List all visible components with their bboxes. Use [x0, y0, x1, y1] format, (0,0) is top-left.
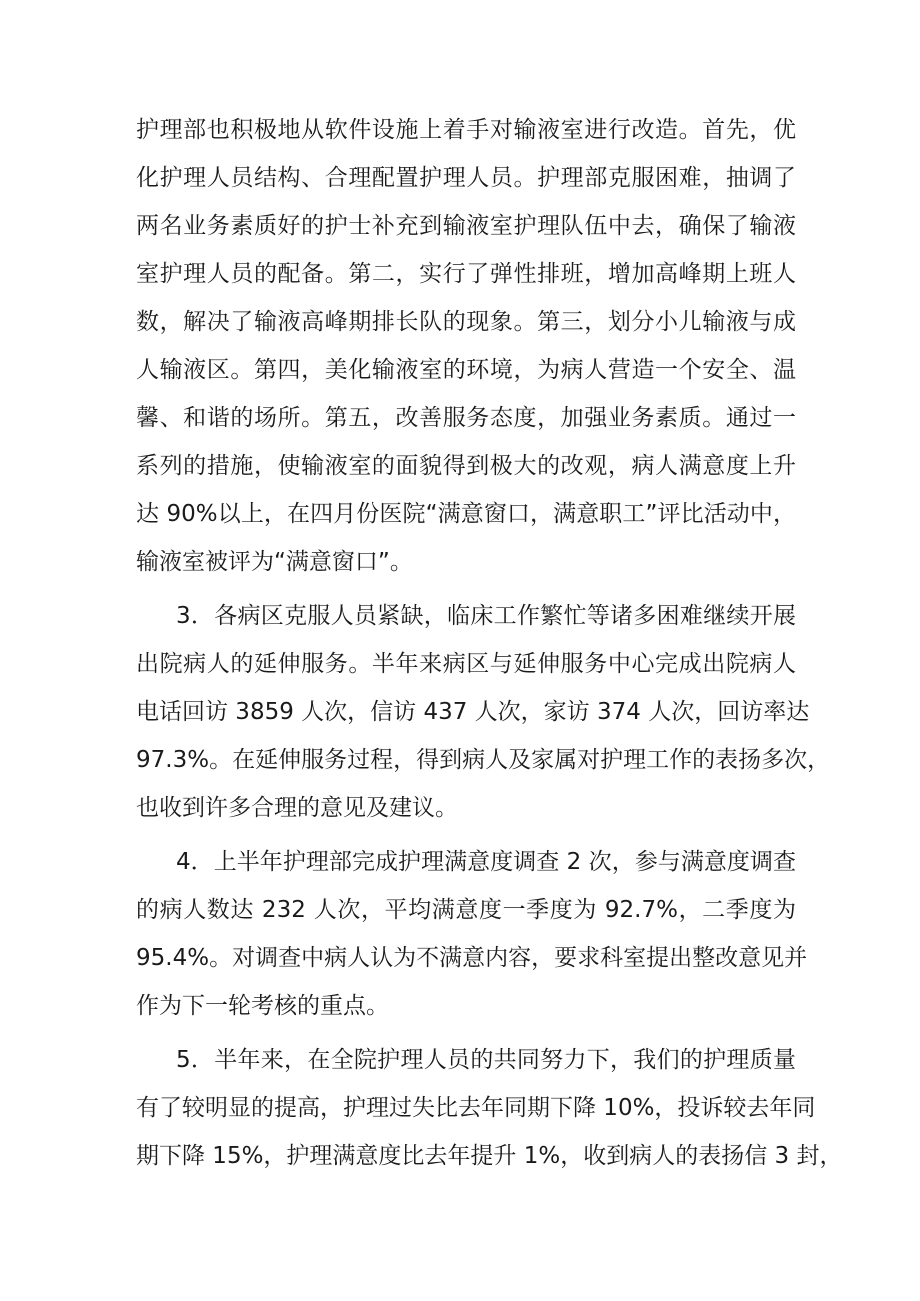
text-line: 作为下一轮考核的重点。 — [136, 993, 389, 1019]
text-line: 两名业务素质好的护士补充到输液室护理队伍中去，确保了输液 — [136, 213, 796, 239]
text-line: 馨、和谐的场所。第五，改善服务态度，加强业务素质。通过一 — [136, 405, 796, 431]
text-line: 出院病人的延伸服务。半年来病区与延伸服务中心完成出院病人 — [136, 651, 796, 677]
text-line: 人输液区。第四，美化输液室的环境，为病人营造一个安全、温 — [136, 357, 796, 383]
paragraph-3-first-line: 3．各病区克服人员紧缺，临床工作繁忙等诸多困难继续开展 — [176, 603, 796, 629]
text-line: 护理部也积极地从软件设施上着手对输液室进行改造。首先，优 — [136, 117, 796, 143]
text-line: 电话回访 3859 人次，信访 437 人次，家访 374 人次，回访率达 — [136, 699, 810, 725]
paragraph-5-first-line: 5．半年来，在全院护理人员的共同努力下，我们的护理质量 — [176, 1047, 796, 1073]
text-line: 95.4%。对调查中病人认为不满意内容，要求科室提出整改意见并 — [136, 945, 808, 971]
text-line: 化护理人员结构、合理配置护理人员。护理部克服困难，抽调了 — [136, 165, 796, 191]
text-line: 室护理人员的配备。第二，实行了弹性排班，增加高峰期上班人 — [136, 261, 796, 287]
text-line: 的病人数达 232 人次，平均满意度一季度为 92.7%，二季度为 — [136, 897, 796, 923]
text-line: 达 90%以上，在四月份医院“满意窗口，满意职工”评比活动中， — [136, 501, 796, 527]
text-line: 数，解决了输液高峰期排长队的现象。第三，划分小儿输液与成 — [136, 309, 796, 335]
text-line: 有了较明显的提高，护理过失比去年同期下降 10%，投诉较去年同 — [136, 1095, 816, 1121]
text-line: 输液室被评为“满意窗口”。 — [136, 549, 413, 575]
text-line: 97.3%。在延伸服务过程，得到病人及家属对护理工作的表扬多次， — [136, 747, 831, 773]
text-line: 也收到许多合理的意见及建议。 — [136, 795, 458, 821]
text-line: 期下降 15%，护理满意度比去年提升 1%，收到病人的表扬信 3 封， — [136, 1143, 843, 1169]
paragraph-4-first-line: 4．上半年护理部完成护理满意度调查 2 次，参与满意度调查 — [176, 849, 796, 875]
text-line: 系列的措施，使输液室的面貌得到极大的改观，病人满意度上升 — [136, 453, 796, 479]
